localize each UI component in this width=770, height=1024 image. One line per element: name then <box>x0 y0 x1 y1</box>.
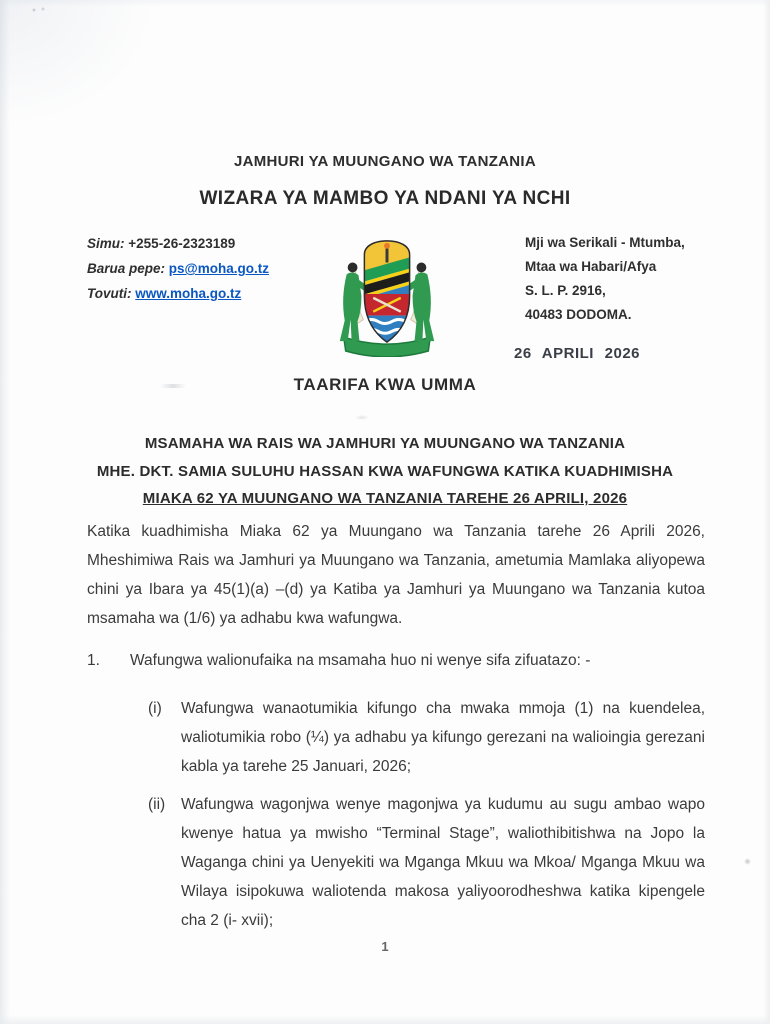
title-line-1: MSAMAHA WA RAIS WA JAMHURI YA MUUNGANO WA TANZANIA <box>144 435 626 452</box>
title-line-3: MIAKA 62 YA MUUNGANO WA TANZANIA TAREHE 26 APRILI, 2026 <box>142 490 628 507</box>
ministry-heading: WIZARA YA MAMBO YA NDANI YA NCHI <box>199 188 571 209</box>
email-label: Barua pepe: <box>87 261 166 276</box>
title-line-2: MHE. DKT. SAMIA SULUHU HASSAN KWA WAFUNGWA KATIKA KUADHIMISHA <box>96 462 674 480</box>
email-link[interactable]: ps@moha.go.tz <box>168 261 269 276</box>
scan-artifact-topleft <box>30 6 48 14</box>
notice-heading: TAARIFA KWA UMMA <box>293 375 477 394</box>
email-line <box>87 256 269 281</box>
republic-heading: JAMHURI YA MUUNGANO WA TANZANIA <box>233 153 537 170</box>
scan-artifact-smudge-2 <box>355 415 369 420</box>
website-link[interactable]: www.moha.go.tz <box>135 286 242 301</box>
list-item-1 <box>87 646 705 675</box>
address-line-3: S. L. P. 2916, <box>525 283 606 298</box>
phone-line <box>87 231 269 256</box>
contact-block-left <box>87 231 269 306</box>
list-item-1-marker: 1. <box>87 652 100 669</box>
sub-item-i-marker: (i) <box>148 700 162 717</box>
phone-value: +255-26-2323189 <box>128 236 236 251</box>
sub-item-ii-marker: (ii) <box>148 796 166 813</box>
scan-artifact-right <box>744 858 751 865</box>
page-number: 1 <box>381 939 389 954</box>
sub-item-ii-text: Wafungwa wagonjwa wenye magonjwa ya kudumu au sugu ambao wapo kwenye hatua ya mwisho “Terminal Stage”, waliothibitishwa na Jopo la Waganga chini ya Uenyekiti wa Mganga Mkuu wa Mkoa/ Mganga Mkuu wa Wilaya isipokuwa waliotenda makosa yaliyoorodheshwa katika kipengele cha 2 (i- xvii); <box>181 796 705 929</box>
sub-item-i <box>87 694 705 781</box>
address-line-2: Mtaa wa Habari/Afya <box>525 259 657 274</box>
intro-paragraph: Katika kuadhimisha Miaka 62 ya Muungano wa Tanzania tarehe 26 Aprili 2026, Mheshimiwa Rais wa Jamhuri ya Muungano wa Tanzania, ametumia Mamlaka aliyopewa chini ya Ibara ya 45(1)(a) –(d) ya Katiba ya Jamhuri ya Muungano wa Tanzania kutoa msamaha wa (1/6) ya adhabu kwa wafungwa. <box>87 523 705 627</box>
sub-item-i-text: Wafungwa wanaotumikia kifungo cha mwaka mmoja (1) na kuendelea, waliotumikia robo (¼) ya adhabu ya kifungo gerezani na walioingia gerezani kabla ya tarehe 25 Januari, 2026; <box>181 700 705 775</box>
address-line-4: 40483 DODOMA. <box>525 307 632 322</box>
list-item-1-text: Wafungwa walionufaika na msamaha huo ni wenye sifa zifuatazo: - <box>130 652 591 669</box>
address-line-1: Mji wa Serikali - Mtumba, <box>525 235 685 250</box>
sub-item-ii <box>87 790 705 935</box>
tanzania-coat-of-arms-icon <box>328 227 446 357</box>
phone-label: Simu: <box>87 236 125 251</box>
website-label: Tovuti: <box>87 286 132 301</box>
website-line <box>87 281 269 306</box>
document-date: 26 APRILI 2026 <box>514 345 640 362</box>
contact-block-right <box>525 231 685 327</box>
document-title <box>0 430 770 513</box>
